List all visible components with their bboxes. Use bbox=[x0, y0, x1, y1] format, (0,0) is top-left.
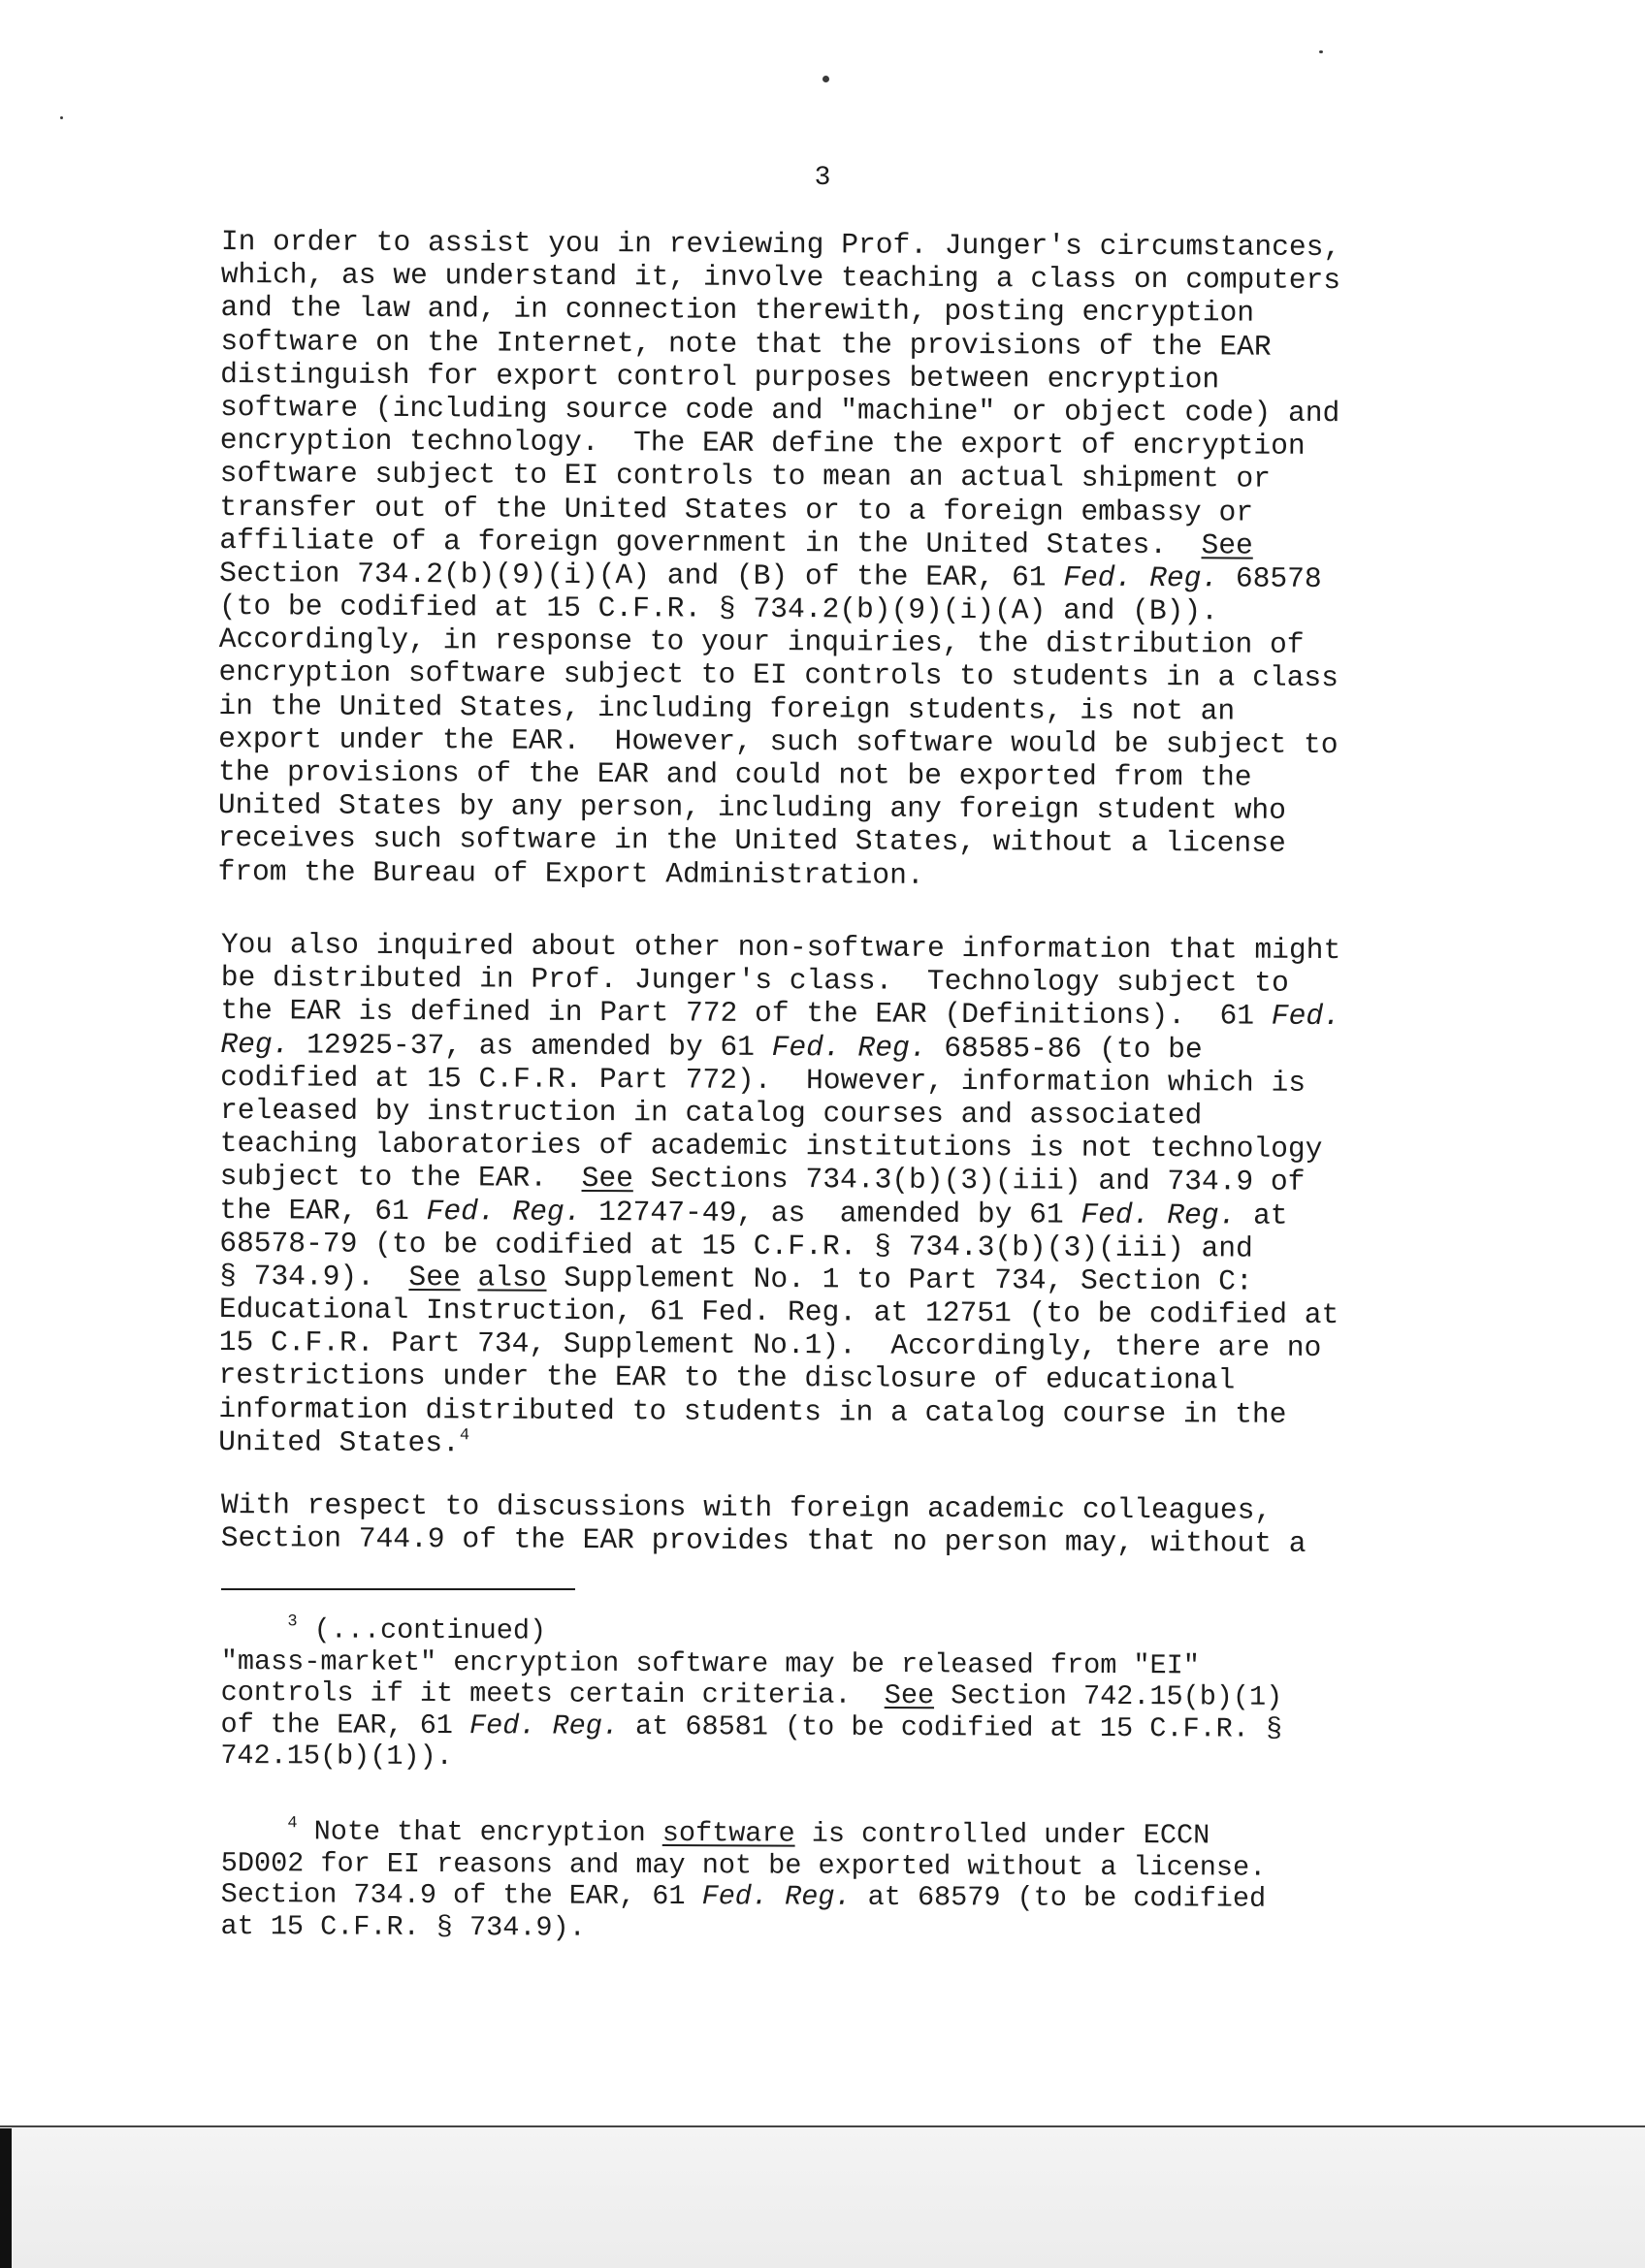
text-line: 15 C.F.R. Part 734, Supplement No.1). Accordingly, there are no bbox=[218, 1326, 1322, 1365]
text-segment: subject to the EAR. bbox=[219, 1160, 582, 1196]
text-segment: at bbox=[1236, 1198, 1288, 1232]
fed-reg-citation: Fed. Reg. bbox=[1063, 560, 1219, 595]
text-segment: Supplement No. 1 to Part 734, Section C: bbox=[546, 1261, 1253, 1298]
text-line: encryption technology. The EAR define the export of encryption bbox=[219, 424, 1306, 463]
fed-reg-citation: Fed. Reg. bbox=[701, 1880, 852, 1913]
footnote-3 bbox=[220, 1614, 1531, 1777]
see-citation: See bbox=[581, 1162, 633, 1196]
footnote-reference: 4 bbox=[459, 1426, 470, 1446]
text-segment: at 68579 (to be codified bbox=[851, 1880, 1267, 1915]
scanner-shadow-edge bbox=[0, 2128, 12, 2268]
footnote-4 bbox=[220, 1816, 1531, 1948]
text-line: released by instruction in catalog courses and associated bbox=[219, 1093, 1203, 1133]
scanner-page-edge bbox=[0, 2125, 1645, 2127]
fed-reg-citation: Fed. Reg. bbox=[1081, 1198, 1237, 1231]
text-line: in the United States, including foreign students, is not an bbox=[218, 688, 1236, 728]
text-line: United States by any person, including any foreign student who bbox=[217, 788, 1287, 827]
text-segment: 68578 bbox=[1218, 561, 1322, 595]
text-line: software (including source code and "machine" or object code) and bbox=[219, 390, 1340, 430]
text-line: at 15 C.F.R. § 734.9). bbox=[220, 1909, 586, 1944]
fed-reg-citation: Reg. bbox=[220, 1027, 290, 1061]
text-line: Section 744.9 of the EAR provides that no person may, without a bbox=[220, 1521, 1306, 1561]
text-line: 5D002 for EI reasons and may not be exported without a license. bbox=[220, 1846, 1267, 1884]
text-segment: Section 742.15(b)(1) bbox=[934, 1679, 1283, 1713]
also-citation: also bbox=[477, 1261, 547, 1294]
text-line: teaching laboratories of academic institutions is not technology bbox=[219, 1127, 1323, 1166]
text-line: codified at 15 C.F.R. Part 772). However, information which is bbox=[220, 1060, 1306, 1100]
text-line: receives such software in the United States, without a license bbox=[217, 821, 1286, 861]
see-citation: See bbox=[408, 1260, 461, 1294]
text-segment: at 68581 (to be codified at 15 C.F.R. § bbox=[618, 1709, 1283, 1745]
scan-speck bbox=[822, 76, 829, 82]
text-segment: 68585-86 (to be bbox=[926, 1031, 1203, 1066]
fed-reg-citation: Fed. Reg. bbox=[426, 1194, 582, 1229]
text-line: software on the Internet, note that the provisions of the EAR bbox=[220, 324, 1272, 364]
text-line: distinguish for export control purposes between encryption bbox=[220, 357, 1220, 397]
see-citation: See bbox=[884, 1678, 935, 1712]
text-line: from the Bureau of Export Administration. bbox=[217, 854, 924, 892]
software-emphasis: software bbox=[661, 1816, 795, 1850]
fed-reg-citation: Fed. Reg. bbox=[771, 1030, 927, 1065]
text-line: be distributed in Prof. Junger's class. Technology subject to bbox=[220, 961, 1289, 1000]
text-line: You also inquired about other non-software information that might bbox=[220, 928, 1341, 968]
text-line: Educational Instruction, 61 Fed. Reg. at 12751 (to be codified at bbox=[218, 1293, 1339, 1332]
scanner-bed-margin bbox=[0, 2125, 1645, 2268]
text-line: Accordingly, in response to your inquiries, the distribution of bbox=[218, 623, 1305, 662]
page-number: 3 bbox=[814, 163, 831, 193]
text-segment: Section 734.9 of the EAR, 61 bbox=[220, 1877, 702, 1913]
text-segment: 12925-37, as amended by 61 bbox=[289, 1027, 772, 1064]
text-line bbox=[218, 1425, 1528, 1465]
text-segment: United States. bbox=[218, 1424, 460, 1460]
text-line: "mass-market" encryption software may be released from "EI" bbox=[220, 1645, 1200, 1681]
text-segment: the EAR, 61 bbox=[219, 1193, 427, 1228]
text-line: transfer out of the United States or to a foreign embassy or bbox=[219, 490, 1254, 529]
text-line: export under the EAR. However, such software would be subject to bbox=[218, 721, 1339, 761]
text-line: and the law and, in connection therewith, posting encryption bbox=[220, 291, 1255, 330]
text-segment: the EAR is defined in Part 772 of the EAR (Definitions). 61 bbox=[220, 994, 1272, 1034]
fed-reg-citation: Fed. Reg. bbox=[468, 1709, 620, 1742]
text-segment: § 734.9). bbox=[219, 1259, 409, 1294]
text-line: information distributed to students in a catalog course in the bbox=[218, 1391, 1287, 1431]
text-segment: affiliate of a foreign government in the United States. bbox=[219, 523, 1202, 561]
text-segment: 12747-49, as amended by 61 bbox=[581, 1195, 1081, 1231]
text-line: 742.15(b)(1)). bbox=[220, 1739, 453, 1773]
footnote-marker: 4 bbox=[287, 1814, 298, 1834]
text-line: (to be codified at 15 C.F.R. § 734.2(b)(9)(i)(A) and (B)). bbox=[218, 590, 1219, 628]
footnote-divider bbox=[221, 1588, 575, 1590]
text-segment: is controlled under ECCN bbox=[794, 1817, 1210, 1852]
footnote-marker: 3 bbox=[287, 1613, 298, 1632]
scan-speck bbox=[60, 116, 63, 119]
text-segment: Section 734.2(b)(9)(i)(A) and (B) of the EAR, 61 bbox=[219, 556, 1064, 594]
text-line: software subject to EI controls to mean an actual shipment or bbox=[219, 457, 1272, 495]
text-line: the provisions of the EAR and could not be exported from the bbox=[217, 754, 1252, 794]
text-line: which, as we understand it, involve teaching a class on computers bbox=[220, 258, 1341, 298]
text-line: With respect to discussions with foreign academic colleagues, bbox=[220, 1488, 1273, 1527]
scan-speck bbox=[1319, 50, 1323, 53]
see-citation: See bbox=[1201, 527, 1253, 562]
text-line: 68578-79 (to be codified at 15 C.F.R. § 734.3(b)(3)(iii) and bbox=[219, 1226, 1253, 1265]
text-line: In order to assist you in reviewing Prof. Junger's circumstances, bbox=[220, 225, 1341, 265]
text-line: restrictions under the EAR to the disclosure of educational bbox=[218, 1358, 1236, 1397]
paragraph-educational-information bbox=[218, 928, 1531, 1465]
text-segment: Sections 734.3(b)(3)(iii) and 734.9 of bbox=[632, 1162, 1306, 1199]
text-segment: of the EAR, 61 bbox=[220, 1708, 470, 1741]
fed-reg-citation: Fed. bbox=[1271, 1000, 1340, 1034]
text-segment: (...continued) bbox=[297, 1613, 547, 1647]
text-line: encryption software subject to EI controls to students in a class bbox=[218, 655, 1339, 695]
paragraph-foreign-colleagues bbox=[221, 1488, 1531, 1561]
text-segment: Note that encryption bbox=[297, 1815, 662, 1849]
text-segment bbox=[461, 1261, 478, 1294]
paragraph-export-definition bbox=[217, 225, 1531, 895]
text-segment: controls if it meets certain criteria. bbox=[220, 1676, 885, 1711]
